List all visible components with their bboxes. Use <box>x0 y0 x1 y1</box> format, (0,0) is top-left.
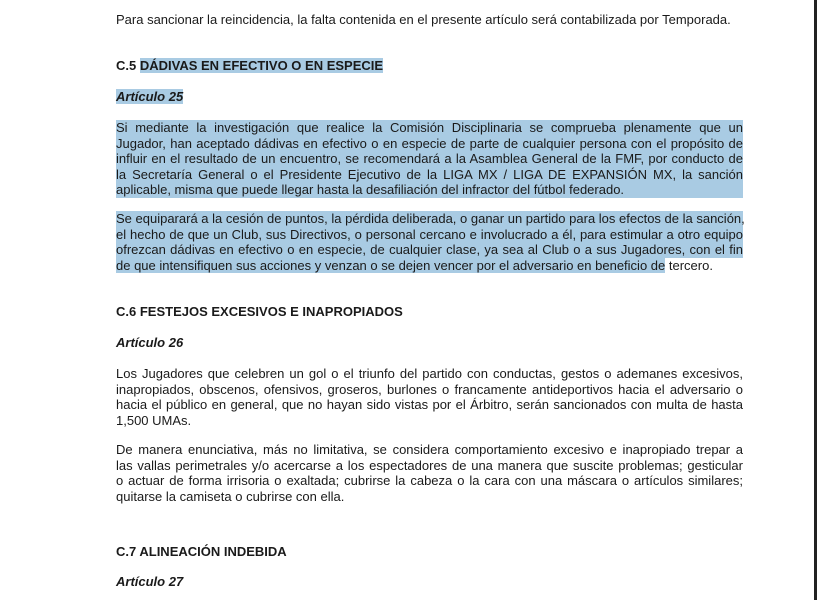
article-25-paragraph-2 <box>116 211 743 273</box>
article-26-paragraph-2 <box>116 442 743 504</box>
text-line: las vallas perimetrales y/o acercarse a los espectadores de una manera que suscite problemas; gesticular <box>116 457 743 473</box>
section-c6-heading: C.6 FESTEJOS EXCESIVOS E INAPROPIADOS <box>116 304 403 319</box>
article-26-paragraph-1 <box>116 366 743 428</box>
text-line: 1,500 UMAs. <box>116 412 192 428</box>
text-line: Si mediante la investigación que realice la Comisión Disciplinaria se comprueba plenamente que un <box>116 120 743 135</box>
section-c7-heading: C.7 ALINEACIÓN INDEBIDA <box>116 544 287 559</box>
text-line: inapropiados, obscenos, ofensivos, groseros, burlones o francamente antideportivos hacia el adversario o <box>116 381 743 397</box>
highlighted-text: de que intensifiquen sus acciones y venzan o se dejen vencer por el adversario en beneficio de <box>116 257 666 273</box>
text-line: el hecho de que un Club, sus Directivos, o personal cercano e involucrado a él, para estimular a otro equipo <box>116 226 743 242</box>
text-line: Jugador, han aceptado dádivas en efectivo o en especie de parte de cualquier persona con el propósito de <box>116 135 743 151</box>
text-line: aplicable, misma que puede llegar hasta la desafiliación del infractor del fútbol federado. <box>116 182 625 198</box>
section-c5-title: DÁDIVAS EN EFECTIVO O EN ESPECIE <box>139 58 384 73</box>
text-line: o actuar de forma irrisoria o exaltada; cubrirse la cabeza o la cara con una máscara o artículos similares; <box>116 473 743 489</box>
text-line: quitarse la camiseta o cubrirse con ella. <box>116 488 345 504</box>
section-c5-heading <box>116 58 743 74</box>
text-line: Los Jugadores que celebren un gol o el triunfo del partido con conductas, gestos o ademanes excesivos, <box>116 366 743 381</box>
article-26-heading: Artículo 26 <box>116 335 184 350</box>
article-25-paragraph-1 <box>116 120 743 198</box>
intro-paragraph: Para sancionar la reincidencia, la falta contenida en el presente artículo será contabilizada por Temporada. <box>116 12 731 27</box>
article-25-label: Artículo 25 <box>116 89 184 104</box>
text-line: ofrezcan dádivas en efectivo o en especie, de cualquier clase, ya sea al Club o a sus Jugadores, con el fin <box>116 242 743 258</box>
text-line: De manera enunciativa, más no limitativa, se considera comportamiento excesivo e inapropiado trepar a <box>116 442 743 457</box>
text-line <box>116 258 743 274</box>
text-line: Se equiparará a la cesión de puntos, la pérdida deliberada, o ganar un partido para los efectos de la sanción, <box>116 211 745 226</box>
unhighlighted-text: tercero. <box>668 257 713 273</box>
section-c5-code: C.5 <box>116 58 137 73</box>
article-27-heading: Artículo 27 <box>116 574 184 589</box>
text-line: influir en el resultado de un encuentro, se recomendará a la Asamblea General de la FMF, por conducto de <box>116 151 743 167</box>
text-line: la Secretaría General o el Presidente Ejecutivo de la LIGA MX / LIGA DE EXPANSIÓN MX, la sanción <box>116 166 743 182</box>
article-25-heading <box>116 89 743 105</box>
text-line: hacia el público en general, que no hayan sido vistas por el Árbitro, serán sancionados con multa de hasta <box>116 397 743 413</box>
